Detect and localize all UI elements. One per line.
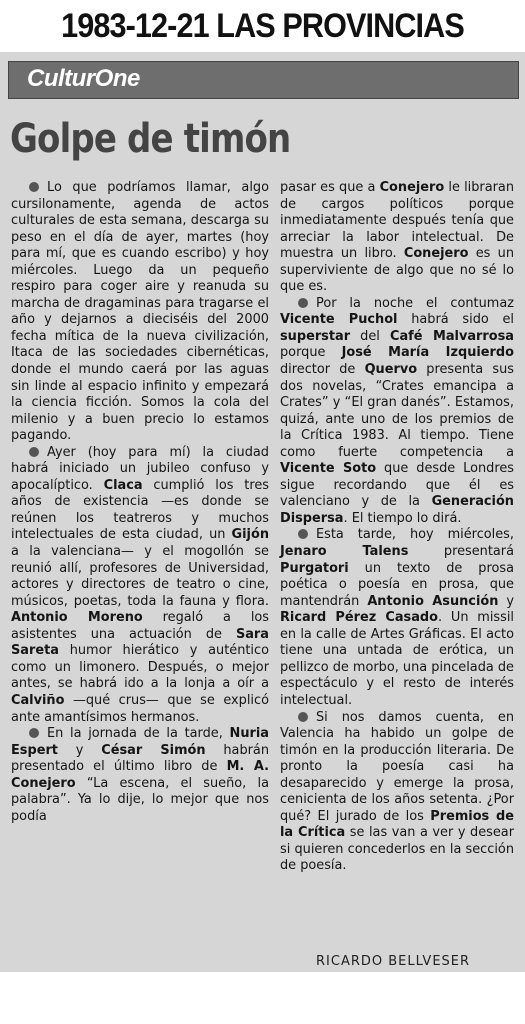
section-banner: [8, 61, 519, 99]
article-paragraph: [11, 180, 269, 445]
bold-name-text: Conejero: [379, 180, 445, 195]
bold-name-text: Ricard Pérez Casado: [280, 610, 439, 626]
article-paragraph: [280, 296, 514, 528]
paragraph-text: un texto de prosa poética o poesía en prosa, que mantendrán: [280, 560, 514, 609]
paragraph-text: —qué crus— que se explicó ante amantísimos hermanos.: [11, 692, 269, 725]
paragraph-text: habrán presentado el último libro de: [11, 742, 270, 775]
paragraph-text: le libraran de cargos políticos porque inmediatamente después tenía que arreciar la labor intelectual. De muestra un libro.: [280, 180, 515, 262]
paragraph-text: se las van a ver y desear si quieren concederlos en la sección de poesía.: [280, 825, 514, 874]
article-paragraph: [280, 180, 514, 296]
paragraph-text: director de: [280, 362, 365, 378]
bold-name-text: Vicente Puchol: [280, 312, 398, 328]
paragraph-bullet-icon: [298, 712, 308, 722]
paragraph-text: y: [498, 593, 514, 609]
bold-name-text: Premios de la Crítica: [280, 808, 515, 841]
paragraph-text: En la jornada de la tarde,: [47, 726, 230, 742]
article-column-left: [11, 180, 269, 825]
bold-name-text: Conejero: [403, 246, 469, 262]
bold-name-text: Generación Dispersa: [280, 494, 514, 526]
paragraph-bullet-icon: [298, 529, 308, 539]
paragraph-text: presentará: [408, 544, 514, 560]
paragraph-text: es un superviviente de algo que no sé lo que es.: [280, 246, 514, 295]
article-paragraph: [11, 726, 269, 825]
masthead-date-title: 1983-12-21 LAS PROVINCIAS: [61, 6, 464, 45]
paragraph-text: a la valenciana— y el mogollón se reunió allí, profesores de Universidad, actores y directores de teatro o cine, músicos, poetas, toda la fauna y flora.: [11, 544, 269, 609]
bold-name-text: Purgatori: [280, 560, 349, 576]
paragraph-text: Ayer (hoy para mí) la ciudad habrá iniciado un jubileo confuso y apocalíptico.: [11, 444, 269, 493]
paragraph-text: . El tiempo lo dirá.: [343, 510, 462, 526]
paragraph-text: . Un missil en la calle de Artes Gráficas. El acto tiene una untada de erótica, un pellizco de morbo, una pincelada de espectáculo y el resto de interés intelectual.: [280, 610, 514, 708]
bold-name-text: M. A. Conejero: [11, 759, 270, 791]
bold-name-text: César Simón: [101, 742, 206, 758]
newspaper-clipping: [0, 52, 525, 972]
bold-name-text: José María Izquierdo: [341, 345, 514, 361]
bold-name-text: Nuria Espert: [11, 726, 269, 758]
paragraph-text: Por la noche el contumaz: [316, 295, 514, 311]
paragraph-bullet-icon: [298, 298, 308, 308]
paragraph-text: presenta sus dos novelas, “Crates emancipa a Crates” y “El gran danés”. Estamos, quizá, ante uno de los premios de la Crítica 1983. Al tiempo. Tiene como fuerte competencia a: [280, 362, 514, 460]
author-signature: RICARDO BELLVESER: [316, 954, 471, 969]
bold-name-text: Gijón: [231, 527, 269, 543]
paragraph-text: porque: [280, 345, 342, 361]
paragraph-bullet-icon: [29, 447, 39, 457]
paragraph-text: que desde Londres sigue recordando que él es valenciano y de la: [280, 461, 514, 510]
paragraph-bullet-icon: [29, 728, 39, 738]
section-title: CulturOne: [27, 65, 140, 92]
paragraph-text: Esta tarde, hoy miércoles,: [316, 527, 514, 543]
paragraph-text: cumplió los tres años de existencia —es donde se reúnen los teatreros y muchos intelectuales de esta ciudad, un: [11, 477, 269, 543]
bold-name-text: Café Malvarrosa: [390, 328, 514, 344]
bold-name-text: Quervo: [364, 362, 418, 378]
bold-name-text: Jenaro Talens: [280, 544, 409, 560]
paragraph-text: del: [350, 328, 390, 344]
bold-name-text: Vicente Soto: [280, 461, 377, 477]
paragraph-bullet-icon: [29, 182, 39, 192]
paragraph-text: y: [57, 742, 102, 758]
paragraph-text: Lo que podríamos llamar, algo cursilonamente, agenda de actos culturales de esta semana, descarga su peso en el día de ayer, martes (hoy para mí, que es cuando escribo) y hoy miércoles. Luego da un pequeño respiro para coger aire y reanuda su marcha de dragaminas para tragarse el año y dejarnos a dieciséis del 2000 fecha mítica de la nueva civilización, Itaca de las sociedades cibernéticas, donde el mundo caerá por las aguas sin linde al espacio infinito y empezará la ciencia ficción. Somos la cola del milenio y a buen precio lo estamos pagando.: [11, 180, 269, 444]
paragraph-text: pasar es que a: [280, 180, 380, 195]
article-paragraph: [280, 527, 514, 709]
article-paragraph: [11, 445, 269, 726]
paragraph-text: regaló a los asistentes una actuación de: [11, 610, 269, 642]
paragraph-text: Si nos damos cuenta, en Valencia ha habido un golpe de timón en la producción literaria. De pronto la poesía casi ha desaparecido y emerge la prosa, cenicienta de los años setenta. ¿Por qué? El jurado de los: [280, 709, 514, 824]
bold-name-text: Antonio Moreno: [11, 610, 143, 626]
article-column-right: [280, 180, 514, 875]
paragraph-text: habrá sido el: [397, 312, 515, 328]
paragraph-text: “La escena, el sueño, la palabra”. Ya lo dije, lo mejor que nos podía: [11, 775, 269, 824]
bold-name-text: superstar: [280, 328, 351, 344]
article-paragraph: [280, 710, 514, 875]
paragraph-text: humor hierático y auténtico como un limonero. Después, o mejor antes, se habrá ido a la lonja a oír a: [11, 643, 269, 692]
bold-name-text: Sara Sareta: [11, 626, 269, 659]
article-headline: Golpe de timón: [10, 116, 291, 162]
bold-name-text: Calviño: [11, 692, 65, 708]
bold-name-text: Antonio Asunción: [367, 593, 499, 609]
bold-name-text: Claca: [103, 477, 143, 493]
